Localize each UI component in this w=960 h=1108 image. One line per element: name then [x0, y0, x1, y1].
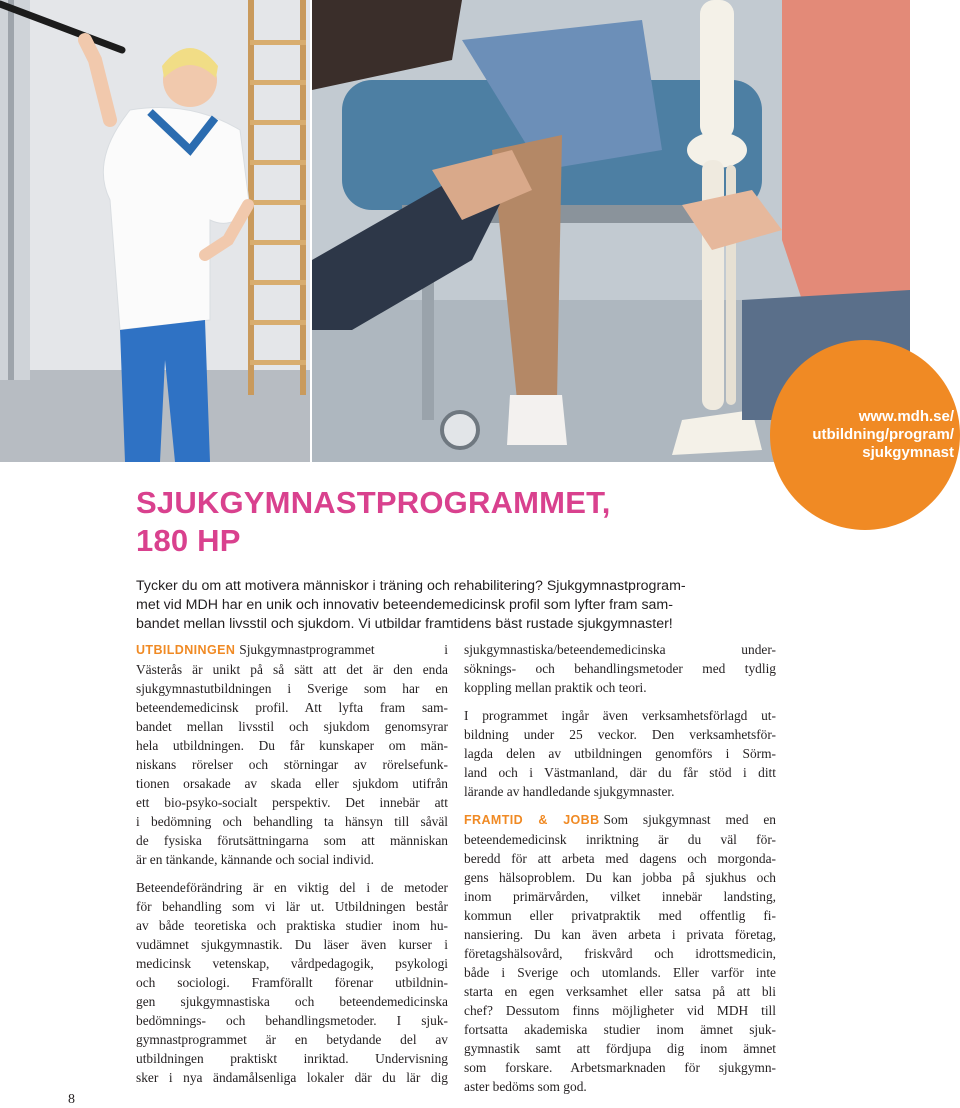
paragraph-line: sker i nya ändamålsenliga lokaler där du lär dig: [136, 1070, 448, 1085]
paragraph-line: bandet mellan livsstil och sjukdom genomsyrar: [136, 719, 448, 734]
title-line: 180 HP: [136, 523, 241, 558]
paragraph-line: niskans rörelser och störningar av rörelsefunk-: [136, 757, 448, 772]
lead-paragraph: [136, 577, 796, 634]
url-line: www.mdh.se/: [858, 408, 954, 425]
paragraph-line: nansiering. Du kan även arbeta i privata företag,: [464, 927, 776, 942]
paragraph-line: chef? Dessutom finns möjligheter vid MDH till: [464, 1003, 776, 1018]
program-url[interactable]: [812, 408, 954, 462]
paragraph-line: gens hälsoproblem. Du kan jobba på sjukhus och: [464, 870, 776, 885]
title-line: SJUKGYMNASTPROGRAMMET,: [136, 485, 611, 520]
paragraph-gap: [136, 869, 448, 878]
paragraph-line: företagshälsovård, friskvård och idrottsmedicin,: [464, 946, 776, 961]
paragraph-line: i bedömning och behandling ta hänsyn till såväl: [136, 814, 448, 829]
paragraph-line: Västerås är unikt på så sätt att det är den enda: [136, 662, 448, 677]
paragraph-line: inom primärvården, vilket innebär landsting,: [464, 889, 776, 904]
paragraph-line: sjukgymnastiska/beteendemedicinska under-: [464, 642, 776, 657]
photo-student-in-uniform: [0, 0, 310, 462]
section-heading-utbildningen: UTBILDNINGEN: [136, 643, 236, 657]
url-badge: [770, 340, 960, 530]
paragraph-line: Beteendeförändring är en viktig del i de metoder: [136, 880, 448, 895]
paragraph-line: för behandling som vi lär ut. Utbildningen består: [136, 899, 448, 914]
paragraph-line: bedömnings- och behandlingsmetoder. I sjuk-: [136, 1013, 448, 1028]
paragraph-line: starta en egen verksamhet eller satsa på att bli: [464, 984, 776, 999]
paragraph-line: I programmet ingår även verksamhetsförlagd ut-: [464, 708, 776, 723]
paragraph-line: ett bio-psyko-socialt perspektiv. Det innebär att: [136, 795, 448, 810]
paragraph-line: både i Sverige och utomlands. Eller varför inte: [464, 965, 776, 980]
paragraph-line: utbildningen praktiskt inriktad. Undervisning: [136, 1051, 448, 1066]
paragraph-line: sjukgymnastutbildningen i Sverige som har en: [136, 681, 448, 696]
paragraph-line: fortsatta akademiska studier inom ämnet sjuk-: [464, 1022, 776, 1037]
paragraph-line: hela utbildningen. Du får kunskaper om män-: [136, 738, 448, 753]
paragraph-line: beredd för att arbeta med dagens och morgonda-: [464, 851, 776, 866]
paragraph-text: Som sjukgymnast med en: [603, 812, 776, 827]
paragraph-line: kommun eller privatpraktik med offentlig fi-: [464, 908, 776, 923]
lead-line: bandet mellan livsstil och sjukdom. Vi utbildar framtidens bäst rustade sjukgymnaster!: [136, 616, 673, 632]
paragraph-gap: [464, 801, 776, 810]
paragraph-line: beteendemedicinsk inriktning är du väl för-: [464, 832, 776, 847]
paragraph-line: gymnastprogrammet är en betydande del av: [136, 1032, 448, 1047]
paragraph-line: och sociologi. Framförallt förenar utbildnin-: [136, 975, 448, 990]
paragraph-line: är en tänkande, kännande och social individ.: [136, 852, 374, 867]
lead-line: Tycker du om att motivera människor i träning och rehabilitering? Sjukgymnastprogram-: [136, 578, 686, 594]
url-line: sjukgymnast: [862, 444, 954, 461]
paragraph-line: av både teoretiska och praktiska studier inom hu-: [136, 918, 448, 933]
paragraph-text: Sjukgymnastprogrammet i: [239, 642, 448, 657]
body-column-right: [464, 640, 776, 1096]
paragraph-line: vudämnet sjukgymnastik. Du läser även kurser i: [136, 937, 448, 952]
paragraph-line: lärande av handledande sjukgymnaster.: [464, 784, 675, 799]
paragraph-line: koppling mellan praktik och teori.: [464, 680, 647, 695]
paragraph-line: land och i Västmanland, där du får stöd i ditt: [464, 765, 776, 780]
paragraph-line: de fysiska förutsättningarna som att människan: [136, 833, 448, 848]
section-heading-framtid-jobb: FRAMTID & JOBB: [464, 813, 600, 827]
paragraph-line: bildning under 25 veckor. Den verksamhetsför-: [464, 727, 776, 742]
paragraph-line: gymnastik samt att fördjupa dig inom ämnet: [464, 1041, 776, 1056]
paragraph-line: [136, 640, 448, 660]
paragraph-line: [464, 810, 776, 830]
paragraph-gap: [464, 697, 776, 706]
body-column-left: [136, 640, 448, 1087]
paragraph-line: tionen orsakade av skada eller sjukdom utifrån: [136, 776, 448, 791]
paragraph-line: gen sjukgymnastiska och beteendemedicinska: [136, 994, 448, 1009]
paragraph-line: medicinsk vetenskap, vårdpedagogik, psykologi: [136, 956, 448, 971]
paragraph-line: som forskare. Arbetsmarknaden för sjukgymn-: [464, 1060, 776, 1075]
paragraph-line: aster bedöms som god.: [464, 1079, 587, 1094]
page-title: [136, 484, 776, 560]
url-line: utbildning/program/: [812, 426, 954, 443]
paragraph-line: söknings- och behandlingsmetoder med tydlig: [464, 661, 776, 676]
paragraph-line: beteendemedicinsk profil. Att lyfta fram sam-: [136, 700, 448, 715]
lead-line: met vid MDH har en unik och innovativ beteendemedicinsk profil som lyfter fram sam-: [136, 597, 673, 613]
paragraph-line: lagda delen av utbildningen genomförs i Sörm-: [464, 746, 776, 761]
student-illustration: [0, 0, 310, 462]
page-number: 8: [68, 1092, 75, 1107]
